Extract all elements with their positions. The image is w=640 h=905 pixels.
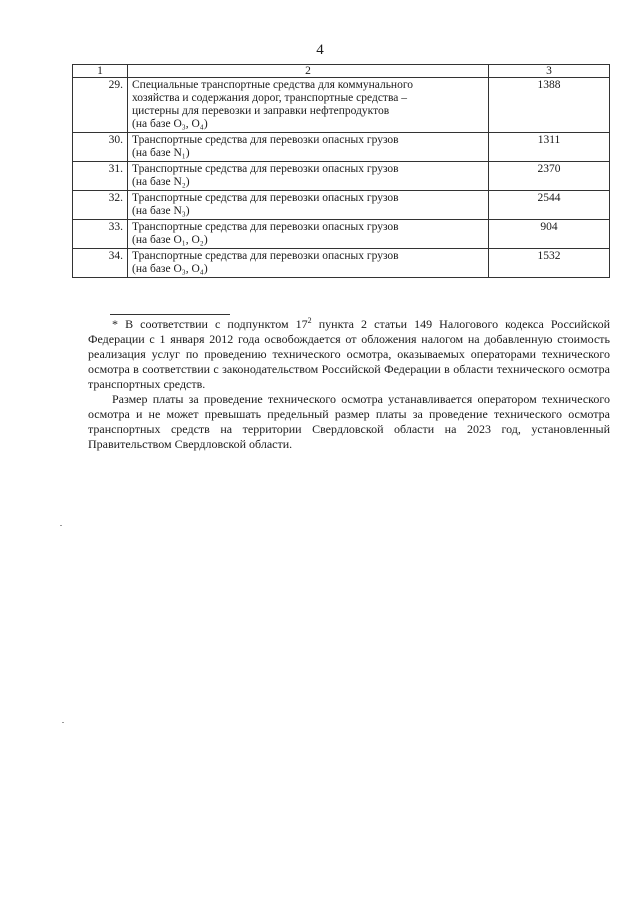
footnote-paragraph-vat xyxy=(88,317,610,392)
footnote xyxy=(88,317,610,452)
scan-speck xyxy=(60,525,62,526)
row-description xyxy=(128,220,489,249)
description-line: (на базе N₂) xyxy=(132,176,190,188)
description-line: (на базе N₃) xyxy=(132,205,190,217)
table-row xyxy=(73,133,610,162)
row-description xyxy=(128,191,489,220)
description-line: Транспортные средства для перевозки опасных грузов xyxy=(132,163,399,175)
table-row xyxy=(73,162,610,191)
row-fee: 2544 xyxy=(489,191,610,220)
row-fee: 2370 xyxy=(489,162,610,191)
header-col-1: 1 xyxy=(73,65,128,78)
footnote-superscript: 2 xyxy=(307,316,312,325)
row-fee: 1388 xyxy=(489,78,610,133)
row-number: 31. xyxy=(73,162,128,191)
description-line: Транспортные средства для перевозки опасных грузов xyxy=(132,192,399,204)
description-line: Транспортные средства для перевозки опасных грузов xyxy=(132,250,399,262)
description-line: Специальные транспортные средства для коммунального xyxy=(132,79,414,91)
description-line: (на базе N₁) xyxy=(132,147,190,159)
description-line: Транспортные средства для перевозки опасных грузов xyxy=(132,134,399,146)
row-fee: 1532 xyxy=(489,249,610,278)
row-description xyxy=(128,249,489,278)
row-description xyxy=(128,133,489,162)
footnote-text: пункта 2 статьи 149 Налогового кодекса Российской Федерации с 1 января 2012 года освобождается от обложения налогом на добавленную стоимость реализация услуг по проведению технического осмотра, оказываемых операторами технического осмотра в соответствии с законодательством Российской Федерации в области технического осмотра транспортных средств. xyxy=(88,317,610,391)
row-fee: 1311 xyxy=(489,133,610,162)
scan-speck xyxy=(62,722,64,723)
row-description xyxy=(128,162,489,191)
row-fee: 904 xyxy=(489,220,610,249)
table-header-row xyxy=(73,65,610,78)
description-line: (на базе O₃, O₄) xyxy=(132,263,208,275)
footnote-separator xyxy=(110,314,230,315)
table-row xyxy=(73,191,610,220)
table-row xyxy=(73,78,610,133)
row-number: 34. xyxy=(73,249,128,278)
fee-table xyxy=(72,64,610,278)
description-line: Транспортные средства для перевозки опасных грузов xyxy=(132,221,399,233)
row-description xyxy=(128,78,489,133)
row-number: 30. xyxy=(73,133,128,162)
description-line: цистерны для перевозки и заправки нефтепродуктов xyxy=(132,105,390,117)
description-line: хозяйства и содержания дорог, транспортные средства – xyxy=(132,92,407,104)
header-col-2: 2 xyxy=(128,65,489,78)
footnote-paragraph-fee: Размер платы за проведение технического осмотра устанавливается оператором технического осмотра и не может превышать предельный размер платы за проведение технического осмотра транспортных средств на территории Свердловской области на 2023 год, установленный Правительством Свердловской области. xyxy=(88,392,610,451)
row-number: 29. xyxy=(73,78,128,133)
description-line: (на базе O₃, O₄) xyxy=(132,118,208,130)
table-row xyxy=(73,220,610,249)
header-col-3: 3 xyxy=(489,65,610,78)
row-number: 33. xyxy=(73,220,128,249)
description-line: (на базе O₁, O₂) xyxy=(132,234,208,246)
table-row xyxy=(73,249,610,278)
footnote-text: * В соответствии с подпунктом 17 xyxy=(112,317,308,331)
page-number: 4 xyxy=(316,42,324,58)
row-number: 32. xyxy=(73,191,128,220)
